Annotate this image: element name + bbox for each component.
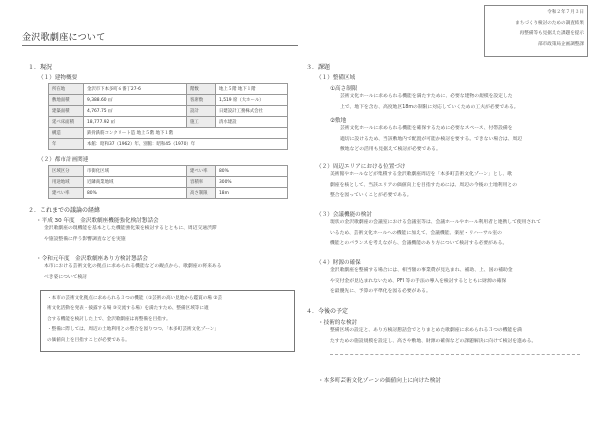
paragraph-line: 美術館やホールなどが集積する金沢歌劇座周辺を「本多町芸術文化ゾーン」とし、歌 — [330, 172, 513, 177]
section-3-3-text — [330, 218, 590, 250]
table-key: 年 — [49, 139, 84, 150]
table-value: 300% — [216, 177, 288, 188]
height-limit-text — [340, 92, 590, 113]
table-key: 階数 — [187, 84, 216, 95]
section-1-heading: １．現況 — [28, 64, 53, 71]
table-key: 建ぺい率 — [49, 188, 84, 199]
section-2-item-1-heading: ・平成 30 年度 金沢歌劇座機能強化検討懇話会 — [36, 218, 159, 224]
section-3-heading: ３．課題 — [306, 64, 331, 71]
box-line: ・本市の芸術文化拠点に求められる３つの機能（①芸術の高い見地から鑑賞の場 ②芸 — [47, 296, 223, 301]
table-value: 18m — [216, 188, 288, 199]
table-key: 容積率 — [187, 177, 216, 188]
section-3-3-heading: （３）会議機能の検討 — [316, 212, 372, 218]
table-row — [49, 188, 288, 199]
table-value: 9,388.60 ㎡ — [84, 95, 187, 106]
paragraph-line: 芸術文化ホールに求められる機能を確保するために必要なスペース、付帯設備を — [340, 126, 513, 131]
divider — [330, 354, 580, 355]
section-3-4-heading: （４）財源の確保 — [316, 260, 361, 266]
section-3-1-heading: （１）整備区域 — [316, 75, 356, 81]
table-key: 用途地域 — [49, 177, 84, 188]
table-value: 日建設計工務株式会社 — [216, 106, 288, 117]
paragraph-line: 金沢歌劇座の現機能を基本とした機能強化策を検討するとともに、周辺交通渋滞 — [44, 226, 217, 231]
table-key: 施工 — [187, 117, 216, 128]
table-row — [49, 166, 288, 177]
paragraph-line: いるため、芸術文化ホールへの機能に加えて、会議機能、楽屋・リハーサル室の — [330, 230, 502, 236]
section-4-heading: ４．今後の予定 — [306, 308, 349, 315]
table-value: 18,777.92 ㎡ — [84, 117, 187, 128]
paragraph-line: 敷地などの活用も見据えて検討が必要である。 — [340, 147, 441, 153]
conclusion-box — [40, 290, 295, 352]
table-row — [49, 117, 288, 128]
table-value: 地上５階 地下１階 — [216, 84, 288, 95]
section-4-2-heading: ・本多町芸術文化ゾーンの価値向上に向けた検討 — [318, 378, 441, 384]
table-value: 本館：昭和37（1962）年、別館：昭和45（1970）年 — [84, 139, 288, 150]
paragraph-line: 芸術文化ホールに求められる機能を満たすために、必要な建物の規模を設定した — [340, 94, 513, 99]
section-2-item-2-heading: ・令和元年度 金沢歌劇座あり方検討懇話会 — [36, 256, 148, 262]
paragraph-line: 上で、地下を含む、高度地区18mの制限に対応していくための工夫が必要である。 — [340, 104, 519, 110]
note-line: 部市政策局企画調整課 — [538, 41, 584, 47]
box-line: の価値向上を目指すことが必要である。 — [47, 337, 130, 343]
box-line: 術文化活動を発表・披露する場 ③交流する場）を満たすため、整備区域等に適 — [47, 306, 209, 312]
box-line: ・整備に際しては、周辺の土地利用との整合を図りつつ、「本多町芸術文化ゾーン」 — [47, 327, 219, 333]
table-value: 清水建設 — [216, 117, 288, 128]
document-note-box — [484, 5, 588, 57]
table-row — [49, 95, 288, 106]
paragraph-line: や施設整備に伴う影響調査などを実施 — [44, 236, 126, 242]
table-value: 市街化区域 — [84, 166, 187, 177]
section-1-2-heading: （２）都市計画関連 — [38, 157, 89, 163]
note-line: 再整備等も見据えた課題を提示 — [519, 31, 584, 36]
table-key: 敷地面積 — [49, 95, 84, 106]
site-text — [340, 124, 590, 156]
paragraph-line: 金沢歌劇座を整備する場合には、相当額の事業費が見込まれ、補助、上、国の補助金 — [330, 268, 513, 273]
table-key: 客席数 — [187, 95, 216, 106]
height-limit-heading: ①高さ制限 — [330, 86, 358, 92]
title-underline — [22, 45, 298, 46]
table-key: 区域区分 — [49, 166, 84, 177]
paragraph-line: や交付金が見込まれないため、PFI 等の手法の導入を検討するとともに財源の確保 — [330, 278, 507, 284]
table-key: 高さ制限 — [187, 188, 216, 199]
table-value: 1,519 席（大ホール） — [216, 95, 288, 106]
table-value: 鉄骨鉄筋コンクリート造 地上５階 地下１階 — [84, 128, 288, 139]
building-overview-table — [48, 83, 288, 150]
table-key: 延べ床面積 — [49, 117, 84, 128]
table-value: 金沢市下本多町６番丁27-6 — [84, 84, 187, 95]
section-2-item-2-text — [44, 262, 294, 283]
section-2-item-1-text — [44, 224, 294, 245]
paragraph-line: 本市における芸術文化の拠点に求められる機能などの観点から、歌劇座の将来ある — [44, 264, 222, 269]
table-row — [49, 84, 288, 95]
section-3-4-text — [330, 266, 590, 298]
section-3-2-heading: （２）周辺エリアにおける位置づけ — [316, 164, 406, 170]
paragraph-line: 整合を図っていくことが必要である。 — [330, 193, 412, 199]
section-2-heading: ２．これまでの議論の経緯 — [28, 207, 101, 214]
paragraph-line: 適切に設けるため、当該敷地内で配置が可能か検討を要する。できない場合は、周辺 — [340, 136, 523, 142]
page-title: 金沢歌劇座について — [22, 33, 106, 43]
paragraph-line: 整備区域の設定と、あり方検討懇話会でとりまとめた歌劇座に求められる３つの機能を満 — [330, 328, 522, 333]
table-row — [49, 177, 288, 188]
table-key: 所在地 — [49, 84, 84, 95]
table-row — [49, 106, 288, 117]
table-value: 近隣商業地域 — [84, 177, 187, 188]
table-value: 80% — [84, 188, 187, 199]
table-row — [49, 139, 288, 150]
section-4-1-heading: ・技術的な検討 — [318, 320, 358, 326]
city-planning-table — [48, 165, 288, 199]
paragraph-line: 機能とのバランスを考えながら、会議機能のあり方について検討する必要がある。 — [330, 241, 508, 247]
note-line: まちづくり検討のための調査結果 — [515, 20, 584, 26]
table-value: 80% — [216, 166, 288, 177]
paragraph-line: 劇座を核として、当該エリアの価値向上を目指すためには、周辺の今後の土地利用との — [330, 182, 517, 188]
paragraph-line: を最優先に、予算の平準化を図る必要がある。 — [330, 289, 431, 295]
table-key: 設計 — [187, 106, 216, 117]
table-key: 建築面積 — [49, 106, 84, 117]
section-3-2-text — [330, 170, 590, 202]
paragraph-line: たすための施設規模を設定し、高さや敷地、財源の確保などの課題解決に向けて検討を進める。 — [330, 338, 537, 344]
table-key: 構造 — [49, 128, 84, 139]
table-value: 4,767.75 ㎡ — [84, 106, 187, 117]
box-line: 合する機能を検討した上で、金沢歌劇座は再整備を目指す。 — [47, 316, 171, 322]
section-4-1-text — [330, 326, 590, 347]
note-date: 令和２年７月３日 — [547, 10, 584, 15]
site-heading: ②敷地 — [330, 118, 347, 124]
section-1-1-heading: （１）建物概要 — [38, 75, 78, 81]
paragraph-line: 現状の金沢歌劇座の会議室における会議室等は、会議ホールやホール利用者と連携して使用されて — [330, 220, 541, 225]
paragraph-line: べき姿について検討 — [44, 274, 88, 280]
table-key: 建ぺい率 — [187, 166, 216, 177]
table-row — [49, 128, 288, 139]
